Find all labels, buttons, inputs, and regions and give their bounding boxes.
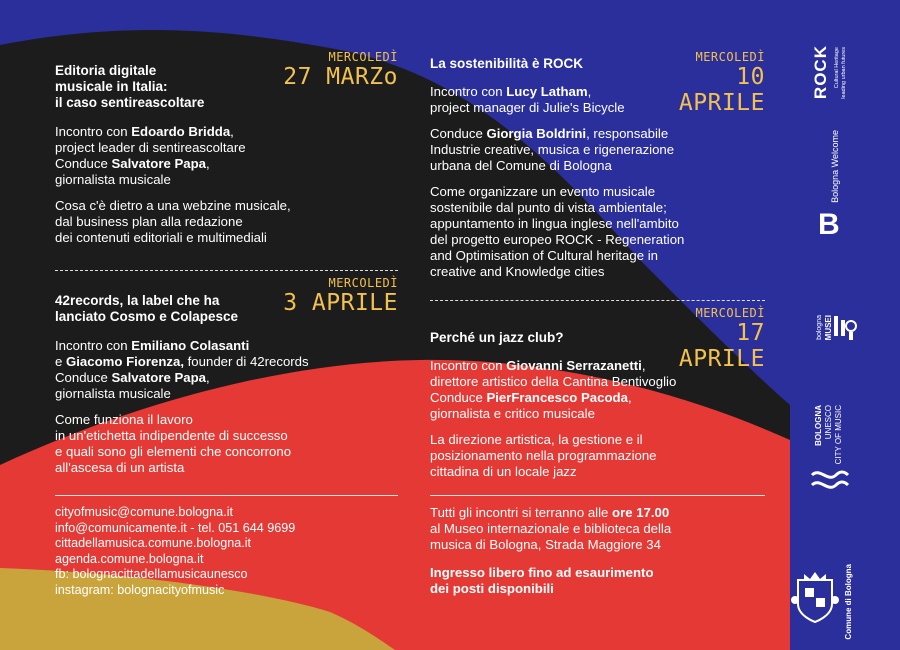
rock-logo-text: ROCK [811, 45, 830, 100]
event-3 [430, 56, 740, 280]
event-3-speakers: Incontro con Lucy Latham, project manager di Julie's Bicycle [430, 84, 625, 115]
event-2-title [55, 293, 355, 325]
event-3-day: 10 APRILE [678, 64, 765, 116]
contact-facebook[interactable]: fb: bolognacittadellamusicaunesco [55, 567, 248, 581]
divider [430, 300, 765, 301]
event-3-weekday: MERCOLEDÌ [695, 50, 765, 64]
title-line: lanciato Cosmo e Colapesce [55, 309, 239, 324]
musei-logo-text: bologna [816, 315, 823, 340]
unesco-city-of-music-logo [808, 405, 863, 500]
coat-of-arms-icon [790, 570, 840, 625]
event-2 [55, 293, 355, 476]
event-2-speakers: Incontro con Emiliano Colasanti e Giacomo Fiorenza, founder di 42records Conduce Salvatore Papa, giornalista musicale [55, 338, 309, 401]
rock-logo-sub: leading urban futures [841, 47, 847, 99]
comune-di-bologna-logo [790, 560, 865, 640]
event-1-weekday: MERCOLEDÌ [328, 50, 398, 64]
event-1-speakers: Incontro con Edoardo Bridda, project leader di sentireascoltare Conduce Salvatore Papa, giornalista musicale [55, 124, 246, 187]
divider [55, 495, 398, 496]
title-line: musicale in Italia: [55, 79, 168, 94]
musei-logo-text: MUSEI [824, 315, 833, 341]
contact-instagram[interactable]: instagram: bolognacityofmusic [55, 582, 225, 597]
event-2-day: 3 APRILE [283, 290, 398, 316]
rock-logo-sub: Cultural Heritage [834, 47, 840, 89]
event-3-description: Come organizzare un evento musicale sostenibile dal punto di vista ambientale; appuntamento in lingua inglese nell'ambito del progetto europeo ROCK - Regeneration and Optimisation of Cultural heritage in creative and Knowledge cities [430, 184, 685, 279]
musei-mark-icon [833, 312, 857, 342]
title-line: 42records, la label che ha [55, 293, 220, 308]
title-line: Editoria digitale [55, 63, 157, 78]
divider [55, 270, 398, 271]
wave-icon [810, 465, 850, 495]
venue-info: Tutti gli incontri si terranno alle ore 17.00 al Museo internazionale e biblioteca della musica di Bologna, Strada Maggiore 34 Ingresso libero fino ad esaurimento dei posti disponibili [430, 505, 750, 597]
unesco-text: UNESCO [824, 405, 833, 440]
event-3-moderator: Conduce Giorgia Boldrini, responsabile Industrie creative, musica e rigenerazione urbana del Comune di Bologna [430, 126, 675, 173]
event-4-speakers: Incontro con Giovanni Serrazanetti, direttore artistico della Cantina Bentivoglio Conduce PierFrancesco Pacoda, giornalista e critico musicale [430, 358, 677, 421]
rock-logo [812, 45, 862, 105]
free-entry-note: Ingresso libero fino ad esaurimento dei posti disponibili [430, 565, 654, 596]
event-1 [55, 63, 345, 246]
unesco-text: CITY OF MUSIC [834, 405, 843, 465]
event-1-title [55, 63, 345, 111]
event-4-day: 17 APRILE [678, 320, 765, 372]
bologna-welcome-mark: B [818, 208, 840, 241]
event-1-description: Cosa c'è dietro a una webzine musicale, dal business plan alla redazione dei contenuti editoriali e multimediali [55, 198, 291, 245]
event-3-title: La sostenibilità è ROCK [430, 56, 584, 71]
event-2-weekday: MERCOLEDÌ [328, 276, 398, 290]
event-1-day: 27 MARZo [283, 64, 398, 90]
divider [430, 495, 765, 496]
contacts [55, 505, 385, 598]
contact-email-phone[interactable]: info@comunicamente.it - tel. 051 644 9699 [55, 520, 296, 535]
event-4-weekday: MERCOLEDÌ [695, 306, 765, 320]
bologna-welcome-text: Bologna Welcome [830, 130, 840, 203]
event-4-description: La direzione artistica, la gestione e il posizionamento nella programmazione cittadina di un locale jazz [430, 432, 657, 479]
title-line: il caso sentireascoltare [55, 95, 205, 110]
event-2-description: Come funziona il lavoro in un'etichetta indipendente di successo e quali sono gli elementi che concorrono all'ascesa di un artista [55, 412, 292, 475]
contact-website[interactable]: cittadellamusica.comune.bologna.it [55, 536, 252, 550]
musei-logo [815, 290, 860, 360]
bologna-welcome-logo [818, 130, 858, 240]
contact-email[interactable]: cityofmusic@comune.bologna.it [55, 505, 233, 519]
comune-text: Comune di Bologna [844, 564, 853, 640]
contact-agenda[interactable]: agenda.comune.bologna.it [55, 551, 204, 566]
event-4-title: Perché un jazz club? [430, 330, 564, 345]
unesco-text: BOLOGNA [814, 405, 823, 446]
event-4 [430, 330, 750, 480]
